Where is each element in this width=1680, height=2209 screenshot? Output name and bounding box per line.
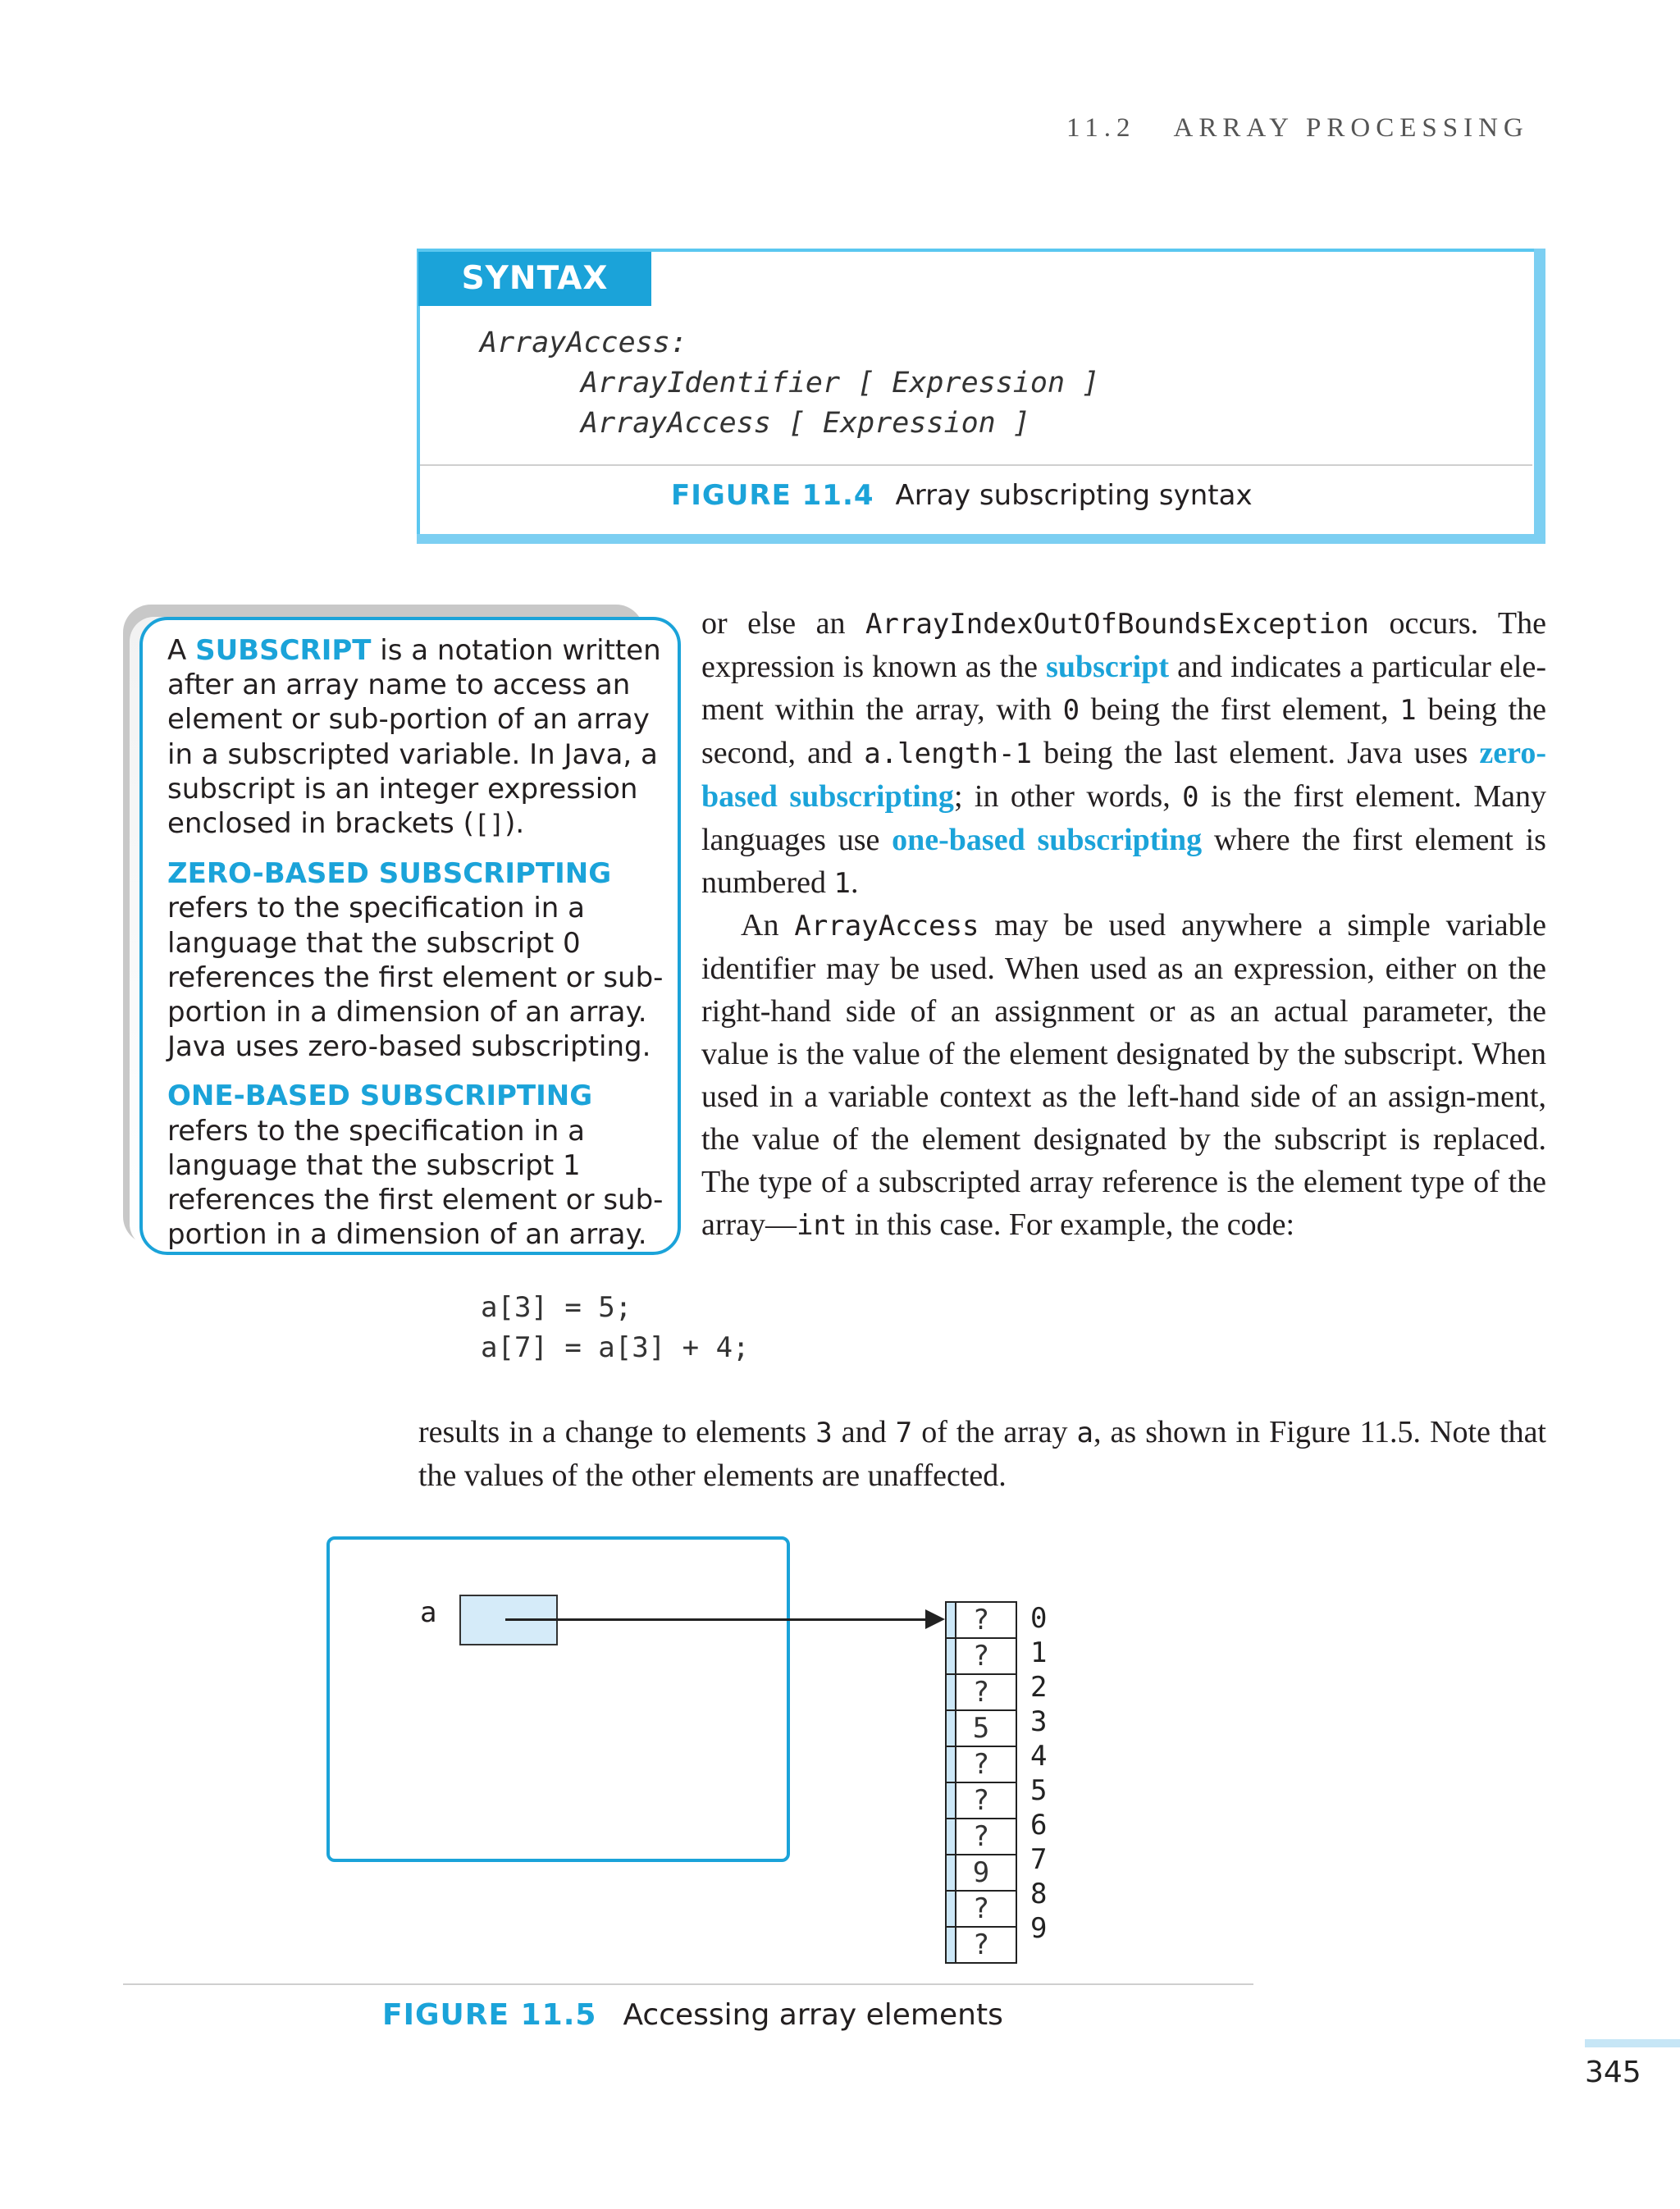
array-cell-8: ? (945, 1890, 1017, 1926)
syntax-divider (420, 464, 1532, 466)
running-head-title: ARRAY PROCESSING (1173, 113, 1529, 143)
syntax-tab: SYNTAX (418, 252, 651, 306)
figure-11-4-caption (671, 479, 1253, 512)
array-index-4: 4 (1030, 1740, 1048, 1773)
term-subscript: SUBSCRIPT (195, 634, 372, 667)
array-index-7: 7 (1030, 1843, 1048, 1876)
array-cell-7: 9 (945, 1854, 1017, 1890)
array-index-3: 3 (1030, 1705, 1048, 1738)
figure-11-5-text: Accessing array elements (623, 1998, 1003, 2032)
body-paragraph-1: or else an ArrayIndexOutOfBoundsException occurs. The expression is known as the subscript and indicates a particular ele-ment within the array, with 0 being the first element, 1 being the second, and a.length-1 being the last element. Java uses zero-based subscripting; in other words, 0 is the first element. Many languages use one-based subscripting where the first element is numbered 1. (701, 606, 1546, 900)
reference-arrow-line (505, 1618, 932, 1621)
array-index-1: 1 (1030, 1636, 1048, 1669)
array-index-8: 8 (1030, 1878, 1048, 1910)
keyword-one-based: one-based subscripting (892, 823, 1203, 857)
running-head-section: 11.2 (1066, 113, 1136, 143)
code-example (481, 1288, 750, 1368)
margin-note-one-based: ONE-BASED SUBSCRIPTING refers to the specification in a language that the subscript 1 references the first element or sub-portion in a dimension of an array. (167, 1079, 664, 1252)
margin-note-zero-based: ZERO-BASED SUBSCRIPTING refers to the specification in a language that the subscript 0 references the first element or sub-portion in a dimension of an array. Java uses zero-based subscripting. (167, 857, 664, 1064)
array-cell-5: ? (945, 1782, 1017, 1818)
array-cells (945, 1601, 1017, 1964)
code-line-1: a[3] = 5; (481, 1291, 632, 1324)
array-index-9: 9 (1030, 1912, 1048, 1945)
array-cell-1: ? (945, 1637, 1017, 1673)
array-cell-0: ? (945, 1601, 1017, 1637)
array-index-2: 2 (1030, 1671, 1048, 1704)
margin-note (139, 617, 681, 1255)
body-paragraph-3: results in a change to elements 3 and 7 of the array a, as shown in Figure 11.5. Note that the values of the other elements are unaffected. (418, 1415, 1546, 1493)
syntax-rule-alt-2: ArrayAccess [ Expression ] (581, 407, 1030, 440)
term-one-based: ONE-BASED SUBSCRIPTING (167, 1079, 593, 1113)
array-cell-3: 5 (945, 1709, 1017, 1746)
keyword-subscript: subscript (1046, 650, 1169, 684)
figure-11-5-label: FIGURE 11.5 (382, 1998, 597, 2032)
variable-a-label: a (420, 1596, 437, 1629)
figure-11-4-label: FIGURE 11.4 (671, 479, 874, 512)
array-index-6: 6 (1030, 1809, 1048, 1842)
syntax-rule-alt-1: ArrayIdentifier [ Expression ] (581, 367, 1100, 399)
keyword-zero-based: zero-based subscripting (701, 736, 1546, 814)
page-number: 345 (1585, 2056, 1641, 2089)
margin-note-subscript: A SUBSCRIPT is a notation written after an array name to access an element or sub-portion of an array in a subscripted variable. In Java, a subscript is an integer expression enclosed in brackets ([]). (167, 634, 661, 841)
body-paragraph-2: An ArrayAccess may be used anywhere a simple variable identifier may be used. When used as an expression, either on the right-hand side of an assignment or as an actual parameter, the value is the value of the element designated by the subscript. When used in a variable context as the left-hand side of an assign-ment, the value of the element designated by the subscript is replaced. The type of a subscripted array reference is the element type of the array—int in this case. For example, the code: (701, 908, 1546, 1242)
figure-11-5-frame (326, 1536, 790, 1862)
folio-bar (1585, 2039, 1680, 2047)
reference-arrow-head (925, 1609, 945, 1629)
syntax-rule-head: ArrayAccess: (480, 326, 687, 359)
array-cell-9: ? (945, 1926, 1017, 1964)
array-index-0: 0 (1030, 1602, 1048, 1635)
array-cell-4: ? (945, 1746, 1017, 1782)
array-cell-6: ? (945, 1818, 1017, 1854)
figure-11-4-text: Array subscripting syntax (895, 479, 1253, 512)
running-head (1066, 113, 1529, 144)
figure-11-5-rule (123, 1983, 1253, 1985)
term-zero-based: ZERO-BASED SUBSCRIPTING (167, 857, 612, 891)
array-cell-2: ? (945, 1673, 1017, 1709)
figure-11-5-caption (382, 1998, 1003, 2032)
code-line-2: a[7] = a[3] + 4; (481, 1331, 750, 1364)
array-index-5: 5 (1030, 1774, 1048, 1807)
